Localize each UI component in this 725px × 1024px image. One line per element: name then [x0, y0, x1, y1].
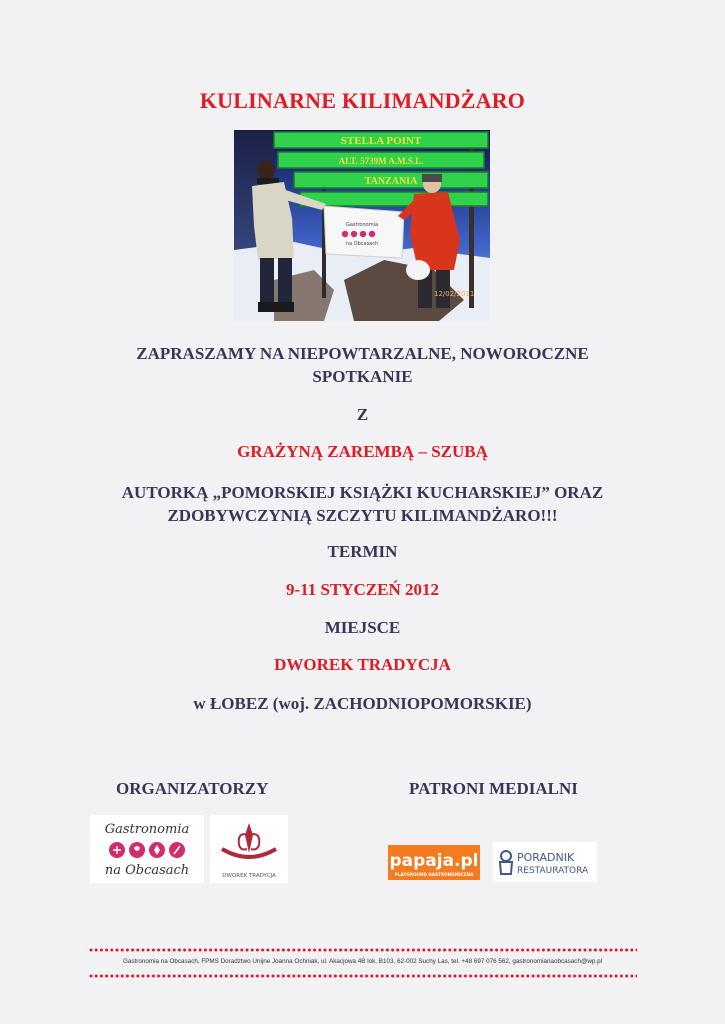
footer-dot	[438, 975, 441, 978]
footer-dot	[594, 949, 597, 952]
footer-dot	[339, 975, 342, 978]
footer-dot	[157, 975, 160, 978]
footer-dot	[563, 975, 566, 978]
footer-dot	[173, 949, 176, 952]
footer-dot	[173, 975, 176, 978]
footer-dot	[220, 949, 223, 952]
footer-dot	[344, 949, 347, 952]
footer-dot	[168, 949, 171, 952]
footer-dot	[225, 949, 228, 952]
footer-dot	[599, 975, 602, 978]
flag-text-line1: Gastronomia	[345, 222, 379, 228]
papaja-logo-tagline: PLAYGROUND GASTRONOMICZNA	[394, 872, 474, 877]
summit-photo	[234, 130, 490, 321]
footer-dot	[152, 975, 155, 978]
footer-dot	[350, 949, 353, 952]
footer-dot	[459, 975, 462, 978]
footer-dot	[116, 975, 119, 978]
footer-dot	[282, 949, 285, 952]
footer-dot	[329, 949, 332, 952]
footer-dot	[412, 975, 415, 978]
footer-dot	[490, 949, 493, 952]
footer-dot	[526, 975, 529, 978]
footer-dot	[381, 975, 384, 978]
photo-date-stamp: 12/02/2011	[434, 290, 475, 298]
invitation-line-1: ZAPRASZAMY NA NIEPOWTARZALNE, NOWOROCZNE	[136, 344, 589, 363]
footer-dot	[287, 975, 290, 978]
footer-dot	[324, 975, 327, 978]
footer-dot	[433, 975, 436, 978]
footer-dot	[417, 975, 420, 978]
footer-dot	[360, 975, 363, 978]
footer-dot	[142, 975, 145, 978]
footer-dot	[568, 949, 571, 952]
author-description	[0, 481, 725, 527]
footer-dot	[246, 975, 249, 978]
footer-dot	[318, 975, 321, 978]
footer-dot	[303, 949, 306, 952]
footer-dot	[256, 975, 259, 978]
event-venue: DWOREK TRADYCJA	[274, 655, 451, 674]
footer-dot	[142, 949, 145, 952]
footer-dot	[407, 949, 410, 952]
dworek-tradycja-logo	[210, 815, 288, 883]
author-line-2: ZDOBYWCZYNIĄ SZCZYTU KILIMANDŻARO!!!	[167, 506, 558, 525]
footer-dot	[448, 975, 451, 978]
footer-dot	[355, 949, 358, 952]
event-address: w ŁOBEZ (woj. ZACHODNIOPOMORSKIE)	[193, 694, 532, 713]
footer-dot	[188, 949, 191, 952]
footer-dot	[188, 975, 191, 978]
footer-dot	[240, 975, 243, 978]
footer-dot	[578, 949, 581, 952]
footer-dot	[298, 975, 301, 978]
footer-dot	[147, 949, 150, 952]
footer-dot	[589, 975, 592, 978]
footer-dot	[599, 949, 602, 952]
footer-dot	[542, 949, 545, 952]
footer-dot	[313, 949, 316, 952]
footer-dot	[563, 949, 566, 952]
footer-dot	[110, 949, 113, 952]
footer-dot	[620, 975, 623, 978]
footer-dot	[266, 975, 269, 978]
footer-dot	[480, 975, 483, 978]
gastronomia-logo-line1: Gastronomia	[104, 822, 190, 837]
footer-dot	[266, 949, 269, 952]
poradnik-logo-line2: RESTAURATORA	[517, 866, 589, 876]
footer-dot	[454, 975, 457, 978]
organizers-heading: ORGANIZATORZY	[116, 779, 269, 798]
footer-dot	[251, 975, 254, 978]
footer-dot	[282, 975, 285, 978]
footer-dot	[448, 949, 451, 952]
footer-dot	[558, 949, 561, 952]
sign-tanzania: TANZANIA	[364, 176, 418, 187]
footer-dot	[443, 949, 446, 952]
footer-dot	[422, 975, 425, 978]
place-label: MIEJSCE	[324, 618, 401, 637]
papaja-logo	[388, 845, 480, 880]
footer-dot	[136, 949, 139, 952]
footer-dot	[578, 975, 581, 978]
footer-dot	[625, 975, 628, 978]
footer-dot	[428, 975, 431, 978]
footer-dot	[615, 975, 618, 978]
footer-dot	[209, 949, 212, 952]
footer-dot	[428, 949, 431, 952]
footer-dot	[355, 975, 358, 978]
footer-dot	[277, 949, 280, 952]
footer-dot	[240, 949, 243, 952]
footer-dot	[318, 949, 321, 952]
footer-dot	[464, 949, 467, 952]
footer-dot	[433, 949, 436, 952]
footer-dot	[630, 949, 633, 952]
footer-dot	[183, 975, 186, 978]
footer-dot	[391, 949, 394, 952]
footer-dot	[589, 949, 592, 952]
footer-dot	[194, 975, 197, 978]
footer-dot	[220, 975, 223, 978]
poradnik-logo-line1: PORADNIK	[517, 851, 575, 864]
footer-dot	[116, 949, 119, 952]
footer-dot	[292, 949, 295, 952]
footer-dot	[407, 975, 410, 978]
footer-dot	[381, 949, 384, 952]
sign-altitude: ALT. 5739M A.M.S.L.	[338, 156, 424, 166]
footer-dot	[506, 975, 509, 978]
footer-dot	[235, 949, 238, 952]
footer-dot	[547, 975, 550, 978]
footer-dot	[230, 975, 233, 978]
footer-dot	[246, 949, 249, 952]
footer-dot	[256, 949, 259, 952]
footer-dot	[547, 949, 550, 952]
footer-contact-text: Gastronomia na Obcasach, FPMS Doradztwo Unijne Joanna Ochniak, ul. Akacjowa 4B lok. B103, 62-002 Suchy Las, tel. +48 697 076 562, gastronomianaobcasach@wp.pl	[122, 958, 603, 965]
footer-dot	[537, 949, 540, 952]
footer-dot	[287, 949, 290, 952]
footer-dot	[105, 949, 108, 952]
footer-dot	[168, 975, 171, 978]
footer-dot	[469, 949, 472, 952]
footer-dot	[298, 949, 301, 952]
footer-dot	[630, 975, 633, 978]
footer-dot	[396, 949, 399, 952]
footer-dot	[136, 975, 139, 978]
footer-dot	[537, 975, 540, 978]
footer-dot	[552, 975, 555, 978]
footer-dot	[100, 975, 103, 978]
footer-dot	[500, 949, 503, 952]
footer-dot	[402, 949, 405, 952]
footer-dot	[204, 975, 207, 978]
footer-dot	[277, 975, 280, 978]
footer-dot	[365, 975, 368, 978]
footer-dot	[230, 949, 233, 952]
footer-dot	[365, 949, 368, 952]
footer-dot	[511, 975, 514, 978]
guest-name: GRAŻYNĄ ZAREMBĄ – SZUBĄ	[237, 442, 488, 461]
footer-dot	[636, 975, 638, 978]
poradnik-restauratora-logo	[493, 842, 597, 882]
footer-contact-bar	[88, 947, 637, 979]
footer-dot	[183, 949, 186, 952]
footer-dot	[573, 949, 576, 952]
event-date: 9-11 STYCZEŃ 2012	[285, 580, 440, 599]
footer-dot	[604, 975, 607, 978]
footer-dot	[506, 949, 509, 952]
footer-dot	[370, 949, 373, 952]
footer-dot	[516, 949, 519, 952]
footer-dot	[625, 949, 628, 952]
footer-dot	[350, 975, 353, 978]
footer-dot	[334, 949, 337, 952]
footer-dot	[209, 975, 212, 978]
footer-dot	[402, 975, 405, 978]
footer-dot	[480, 949, 483, 952]
footer-dot	[90, 949, 93, 952]
footer-dot	[610, 975, 613, 978]
footer-dot	[251, 949, 254, 952]
flag-text-line2: na Obcasach	[345, 241, 379, 247]
sign-stella-point: STELLA POINT	[340, 135, 422, 147]
footer-dot	[178, 949, 181, 952]
footer-dot	[313, 975, 316, 978]
footer-dot	[261, 975, 264, 978]
footer-dot	[105, 975, 108, 978]
footer-dot	[162, 975, 165, 978]
footer-dot	[412, 949, 415, 952]
footer-dot	[126, 975, 129, 978]
footer-dot	[615, 949, 618, 952]
footer-dot	[532, 975, 535, 978]
footer-dot	[95, 975, 98, 978]
footer-dot	[526, 949, 529, 952]
footer-dot	[194, 949, 197, 952]
footer-dot	[157, 949, 160, 952]
footer-dot	[292, 975, 295, 978]
footer-dot	[511, 949, 514, 952]
footer-dot	[490, 975, 493, 978]
footer-dot	[225, 975, 228, 978]
footer-dot	[214, 949, 217, 952]
footer-dot	[584, 975, 587, 978]
footer-dot	[469, 975, 472, 978]
footer-dot	[110, 975, 113, 978]
footer-dot	[121, 975, 124, 978]
footer-dot	[235, 975, 238, 978]
author-line-1: AUTORKĄ „POMORSKIEJ KSIĄŻKI KUCHARSKIEJ” ORAZ	[121, 483, 604, 502]
footer-dot	[199, 949, 202, 952]
papaja-logo-text: papaja.pl	[389, 851, 479, 871]
footer-dot	[308, 949, 311, 952]
footer-dot	[334, 975, 337, 978]
footer-dot	[344, 975, 347, 978]
footer-dot	[272, 949, 275, 952]
footer-dot	[370, 975, 373, 978]
gastronomia-logo-line2: na Obcasach	[104, 863, 190, 878]
footer-dot	[386, 949, 389, 952]
footer-dot	[542, 975, 545, 978]
footer-dot	[584, 949, 587, 952]
footer-dot	[376, 949, 379, 952]
footer-dot	[90, 975, 93, 978]
footer-dot	[464, 975, 467, 978]
with-text: Z	[356, 405, 369, 424]
footer-dot	[204, 949, 207, 952]
footer-dot	[329, 975, 332, 978]
footer-dot	[95, 949, 98, 952]
footer-dot	[152, 949, 155, 952]
chef-icon	[501, 851, 511, 861]
footer-dot	[568, 975, 571, 978]
footer-dot	[199, 975, 202, 978]
footer-dot	[376, 975, 379, 978]
footer-dot	[594, 975, 597, 978]
footer-dot	[126, 949, 129, 952]
footer-dot	[360, 949, 363, 952]
footer-dot	[308, 975, 311, 978]
footer-dot	[339, 949, 342, 952]
footer-dot	[422, 949, 425, 952]
footer-dot	[303, 975, 306, 978]
footer-dot	[261, 949, 264, 952]
footer-dot	[459, 949, 462, 952]
footer-dot	[162, 949, 165, 952]
footer-dot	[521, 949, 524, 952]
media-patrons-heading: PATRONI MEDIALNI	[409, 779, 578, 798]
footer-dot	[178, 975, 181, 978]
footer-dot	[147, 975, 150, 978]
footer-dot	[573, 975, 576, 978]
footer-dot	[391, 975, 394, 978]
footer-dot	[443, 975, 446, 978]
footer-dot	[324, 949, 327, 952]
footer-dot	[214, 975, 217, 978]
footer-dot	[558, 975, 561, 978]
footer-dot	[500, 975, 503, 978]
footer-dot	[396, 975, 399, 978]
footer-dot	[386, 975, 389, 978]
poster-title: KULINARNE KILIMANDŻARO	[199, 88, 526, 113]
footer-dot	[610, 949, 613, 952]
footer-dot	[272, 975, 275, 978]
footer-dot	[636, 949, 638, 952]
invitation-line-2: SPOTKANIE	[312, 367, 413, 386]
footer-dot	[454, 949, 457, 952]
summit-photo-image	[234, 130, 490, 321]
footer-dot	[474, 949, 477, 952]
footer-dot	[495, 949, 498, 952]
term-label: TERMIN	[327, 542, 398, 561]
footer-dot	[495, 975, 498, 978]
footer-dot	[121, 949, 124, 952]
footer-dot	[552, 949, 555, 952]
footer-dot	[485, 949, 488, 952]
invitation-text	[0, 342, 725, 388]
footer-dot	[521, 975, 524, 978]
footer-dot	[516, 975, 519, 978]
dworek-logo-label: DWOREK TRADYCJA	[222, 873, 276, 879]
footer-dot	[604, 949, 607, 952]
footer-dot	[417, 949, 420, 952]
footer-dot	[620, 949, 623, 952]
footer-dot	[474, 975, 477, 978]
footer-dot	[131, 949, 134, 952]
footer-dot	[131, 975, 134, 978]
gastronomia-logo	[90, 815, 204, 883]
footer-dot	[100, 949, 103, 952]
footer-dot	[532, 949, 535, 952]
footer-dot	[438, 949, 441, 952]
footer-dot	[485, 975, 488, 978]
